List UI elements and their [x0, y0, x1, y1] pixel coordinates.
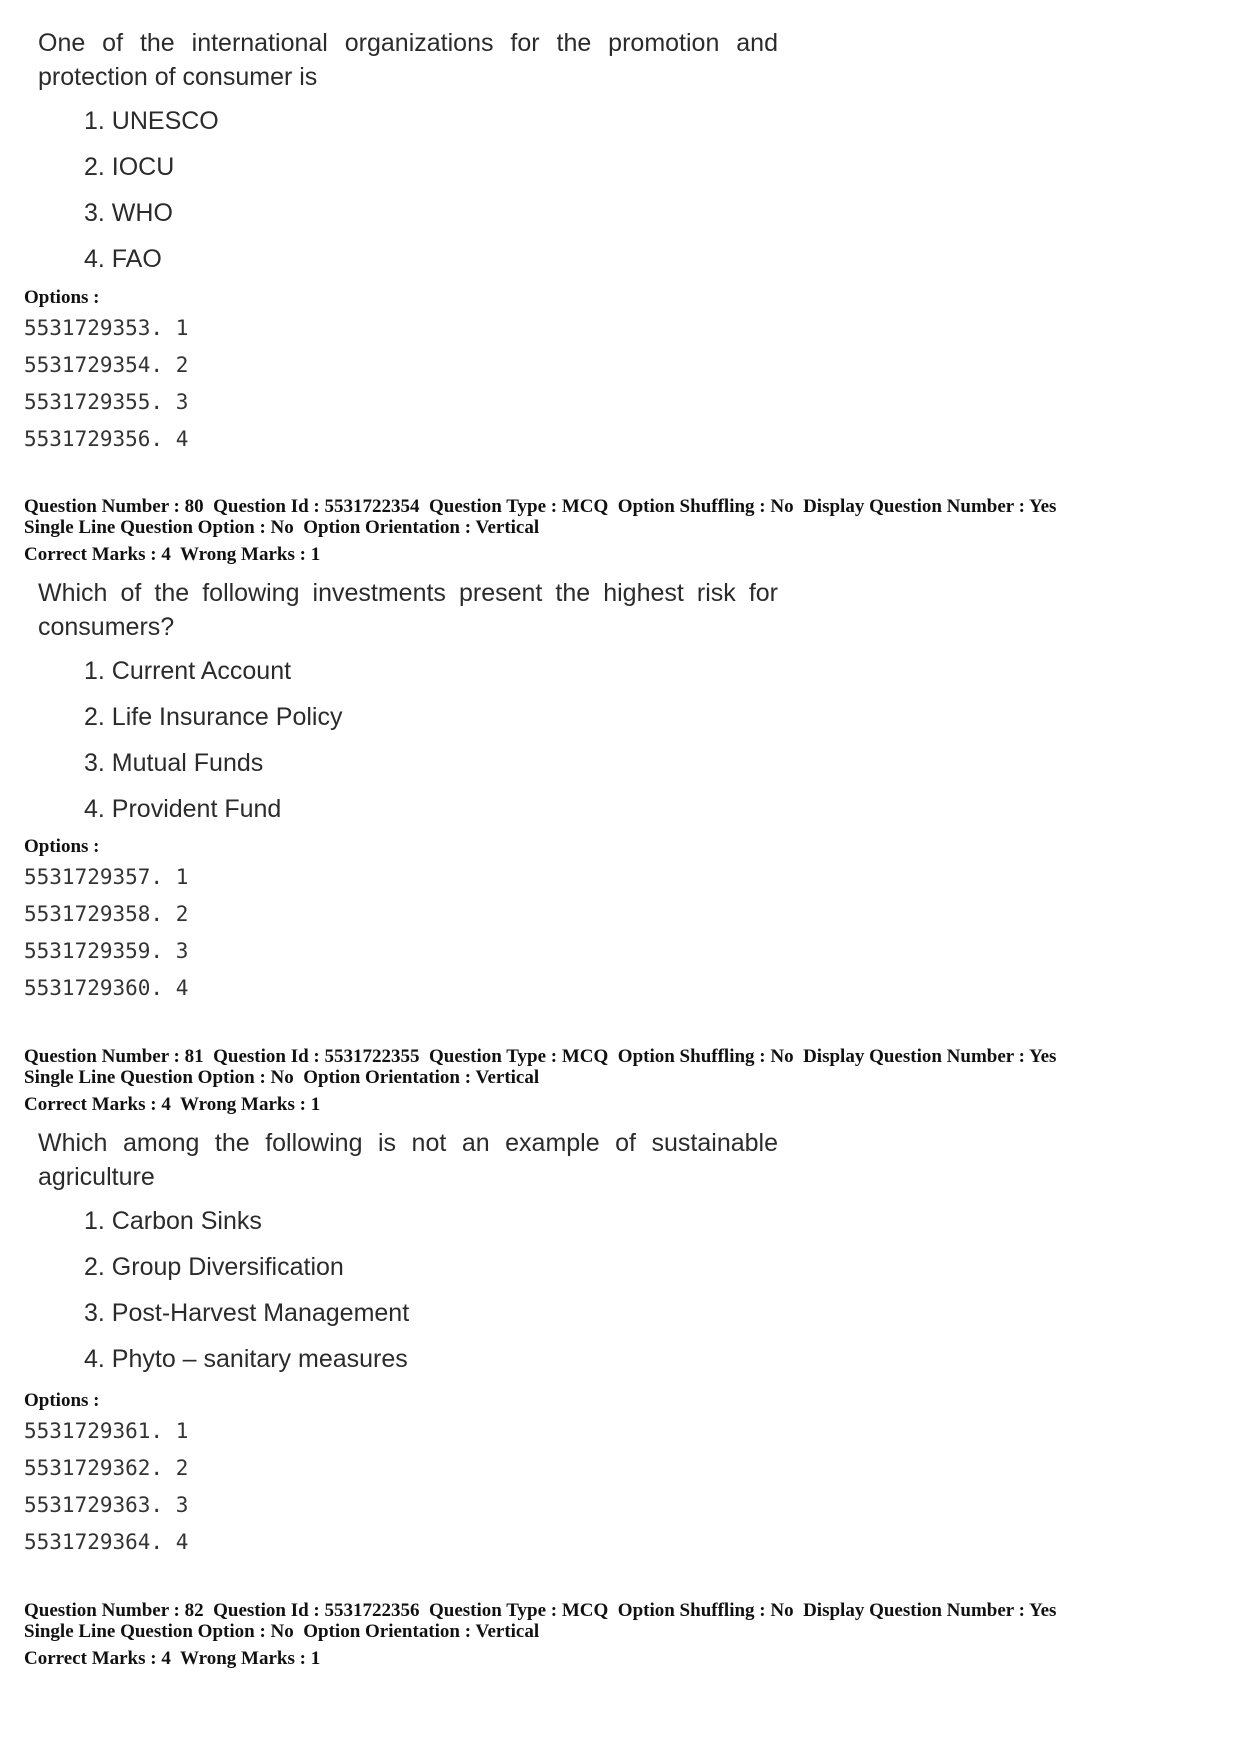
- question-81-body: [38, 1126, 778, 1388]
- option-id-list: [24, 862, 188, 1010]
- option-id-item: 5531729356. 4: [24, 427, 189, 451]
- option-id-item: 5531729364. 4: [24, 1530, 189, 1554]
- choice-item: 1. Current Account: [84, 657, 292, 685]
- option-id-list: [24, 1416, 188, 1564]
- question-79-body: [38, 26, 778, 288]
- choice-item: 4. FAO: [84, 245, 162, 273]
- question-80-header: [24, 496, 1224, 565]
- option-id-item: 5531729353. 1: [24, 316, 189, 340]
- choice-item: 4. Provident Fund: [84, 795, 282, 823]
- question-81-choices: [84, 1204, 778, 1388]
- option-id-item: 5531729361. 1: [24, 1419, 189, 1443]
- question-80-body: [38, 576, 778, 838]
- options-label: Options :: [24, 1390, 100, 1411]
- choice-item: 3. WHO: [84, 199, 173, 227]
- marks-line: Correct Marks : 4 Wrong Marks : 1: [24, 1648, 321, 1669]
- option-id-list: [24, 313, 188, 461]
- question-80-options: [24, 836, 188, 1010]
- question-81-text: Which among the following is not an example of sustainable agriculture: [38, 1129, 778, 1191]
- question-79-text: One of the international organizations for the promotion and protection of consumer is: [38, 29, 778, 91]
- option-id-item: 5531729354. 2: [24, 353, 189, 377]
- choice-item: 1. UNESCO: [84, 107, 219, 135]
- question-80-text: Which of the following investments present the highest risk for consumers?: [38, 579, 778, 641]
- question-meta-line: Single Line Question Option : No Option Orientation : Vertical: [24, 1621, 540, 1642]
- choice-item: 2. IOCU: [84, 153, 175, 181]
- question-81-header: [24, 1046, 1224, 1115]
- options-label: Options :: [24, 287, 100, 308]
- option-id-item: 5531729362. 2: [24, 1456, 189, 1480]
- choice-item: 2. Life Insurance Policy: [84, 703, 343, 731]
- options-label: Options :: [24, 836, 100, 857]
- choice-item: 4. Phyto – sanitary measures: [84, 1345, 408, 1373]
- option-id-item: 5531729358. 2: [24, 902, 189, 926]
- question-79-choices: [84, 104, 778, 288]
- question-meta-line: Single Line Question Option : No Option Orientation : Vertical: [24, 517, 540, 538]
- choice-item: 3. Post-Harvest Management: [84, 1299, 410, 1327]
- option-id-item: 5531729359. 3: [24, 939, 189, 963]
- question-meta-line: Question Number : 80 Question Id : 5531722354 Question Type : MCQ Option Shuffling : No Display Question Number : Yes: [24, 496, 1057, 517]
- question-82-header: [24, 1600, 1224, 1669]
- question-79-options: [24, 287, 188, 461]
- choice-item: 3. Mutual Funds: [84, 749, 264, 777]
- question-meta-line: Question Number : 81 Question Id : 5531722355 Question Type : MCQ Option Shuffling : No Display Question Number : Yes: [24, 1046, 1057, 1067]
- choice-item: 1. Carbon Sinks: [84, 1207, 262, 1235]
- question-80-choices: [84, 654, 778, 838]
- choice-item: 2. Group Diversification: [84, 1253, 344, 1281]
- option-id-item: 5531729355. 3: [24, 390, 189, 414]
- marks-line: Correct Marks : 4 Wrong Marks : 1: [24, 1094, 321, 1115]
- question-81-options: [24, 1390, 188, 1564]
- question-meta-line: Single Line Question Option : No Option Orientation : Vertical: [24, 1067, 540, 1088]
- option-id-item: 5531729363. 3: [24, 1493, 189, 1517]
- option-id-item: 5531729360. 4: [24, 976, 189, 1000]
- question-meta-line: Question Number : 82 Question Id : 5531722356 Question Type : MCQ Option Shuffling : No Display Question Number : Yes: [24, 1600, 1057, 1621]
- marks-line: Correct Marks : 4 Wrong Marks : 1: [24, 544, 321, 565]
- option-id-item: 5531729357. 1: [24, 865, 189, 889]
